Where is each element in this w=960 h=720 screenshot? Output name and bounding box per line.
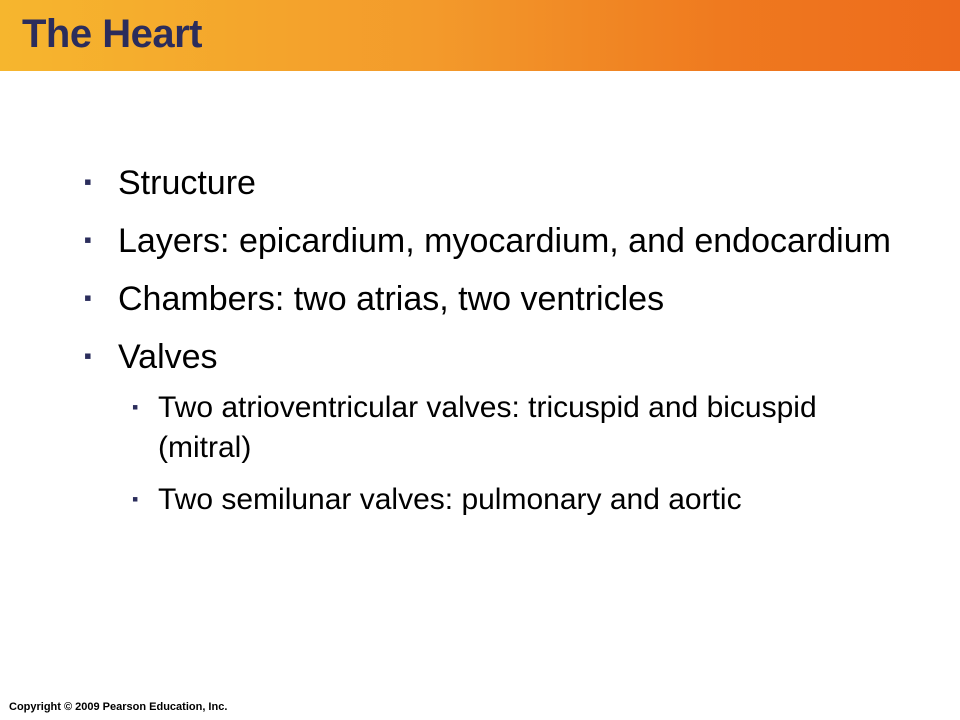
square-bullet-icon: ▪ <box>84 169 92 194</box>
bullet-list <box>84 160 904 532</box>
square-bullet-icon: ▪ <box>132 397 139 417</box>
square-bullet-icon: ▪ <box>84 285 92 310</box>
sub-bullet-atrioventricular <box>84 388 904 468</box>
bullet-valves <box>84 334 904 380</box>
title-bar <box>0 0 960 71</box>
bullet-text: Structure <box>118 164 256 202</box>
sub-bullet-text: Two atrioventricular valves: tricuspid and bicuspid (mitral) <box>158 391 817 464</box>
sub-bullet-text: Two semilunar valves: pulmonary and aortic <box>158 483 742 516</box>
bullet-text: Layers: epicardium, myocardium, and endocardium <box>118 222 891 260</box>
bullet-text: Chambers: two atrias, two ventricles <box>118 280 665 318</box>
bullet-text: Valves <box>118 338 218 376</box>
bullet-layers <box>84 218 904 264</box>
copyright-footer: Copyright © 2009 Pearson Education, Inc. <box>9 701 228 713</box>
bullet-chambers <box>84 276 904 322</box>
square-bullet-icon: ▪ <box>84 343 92 368</box>
square-bullet-icon: ▪ <box>132 489 139 509</box>
square-bullet-icon: ▪ <box>84 227 92 252</box>
slide-title: The Heart <box>22 12 202 56</box>
sub-bullet-semilunar <box>84 480 904 520</box>
bullet-structure <box>84 160 904 206</box>
